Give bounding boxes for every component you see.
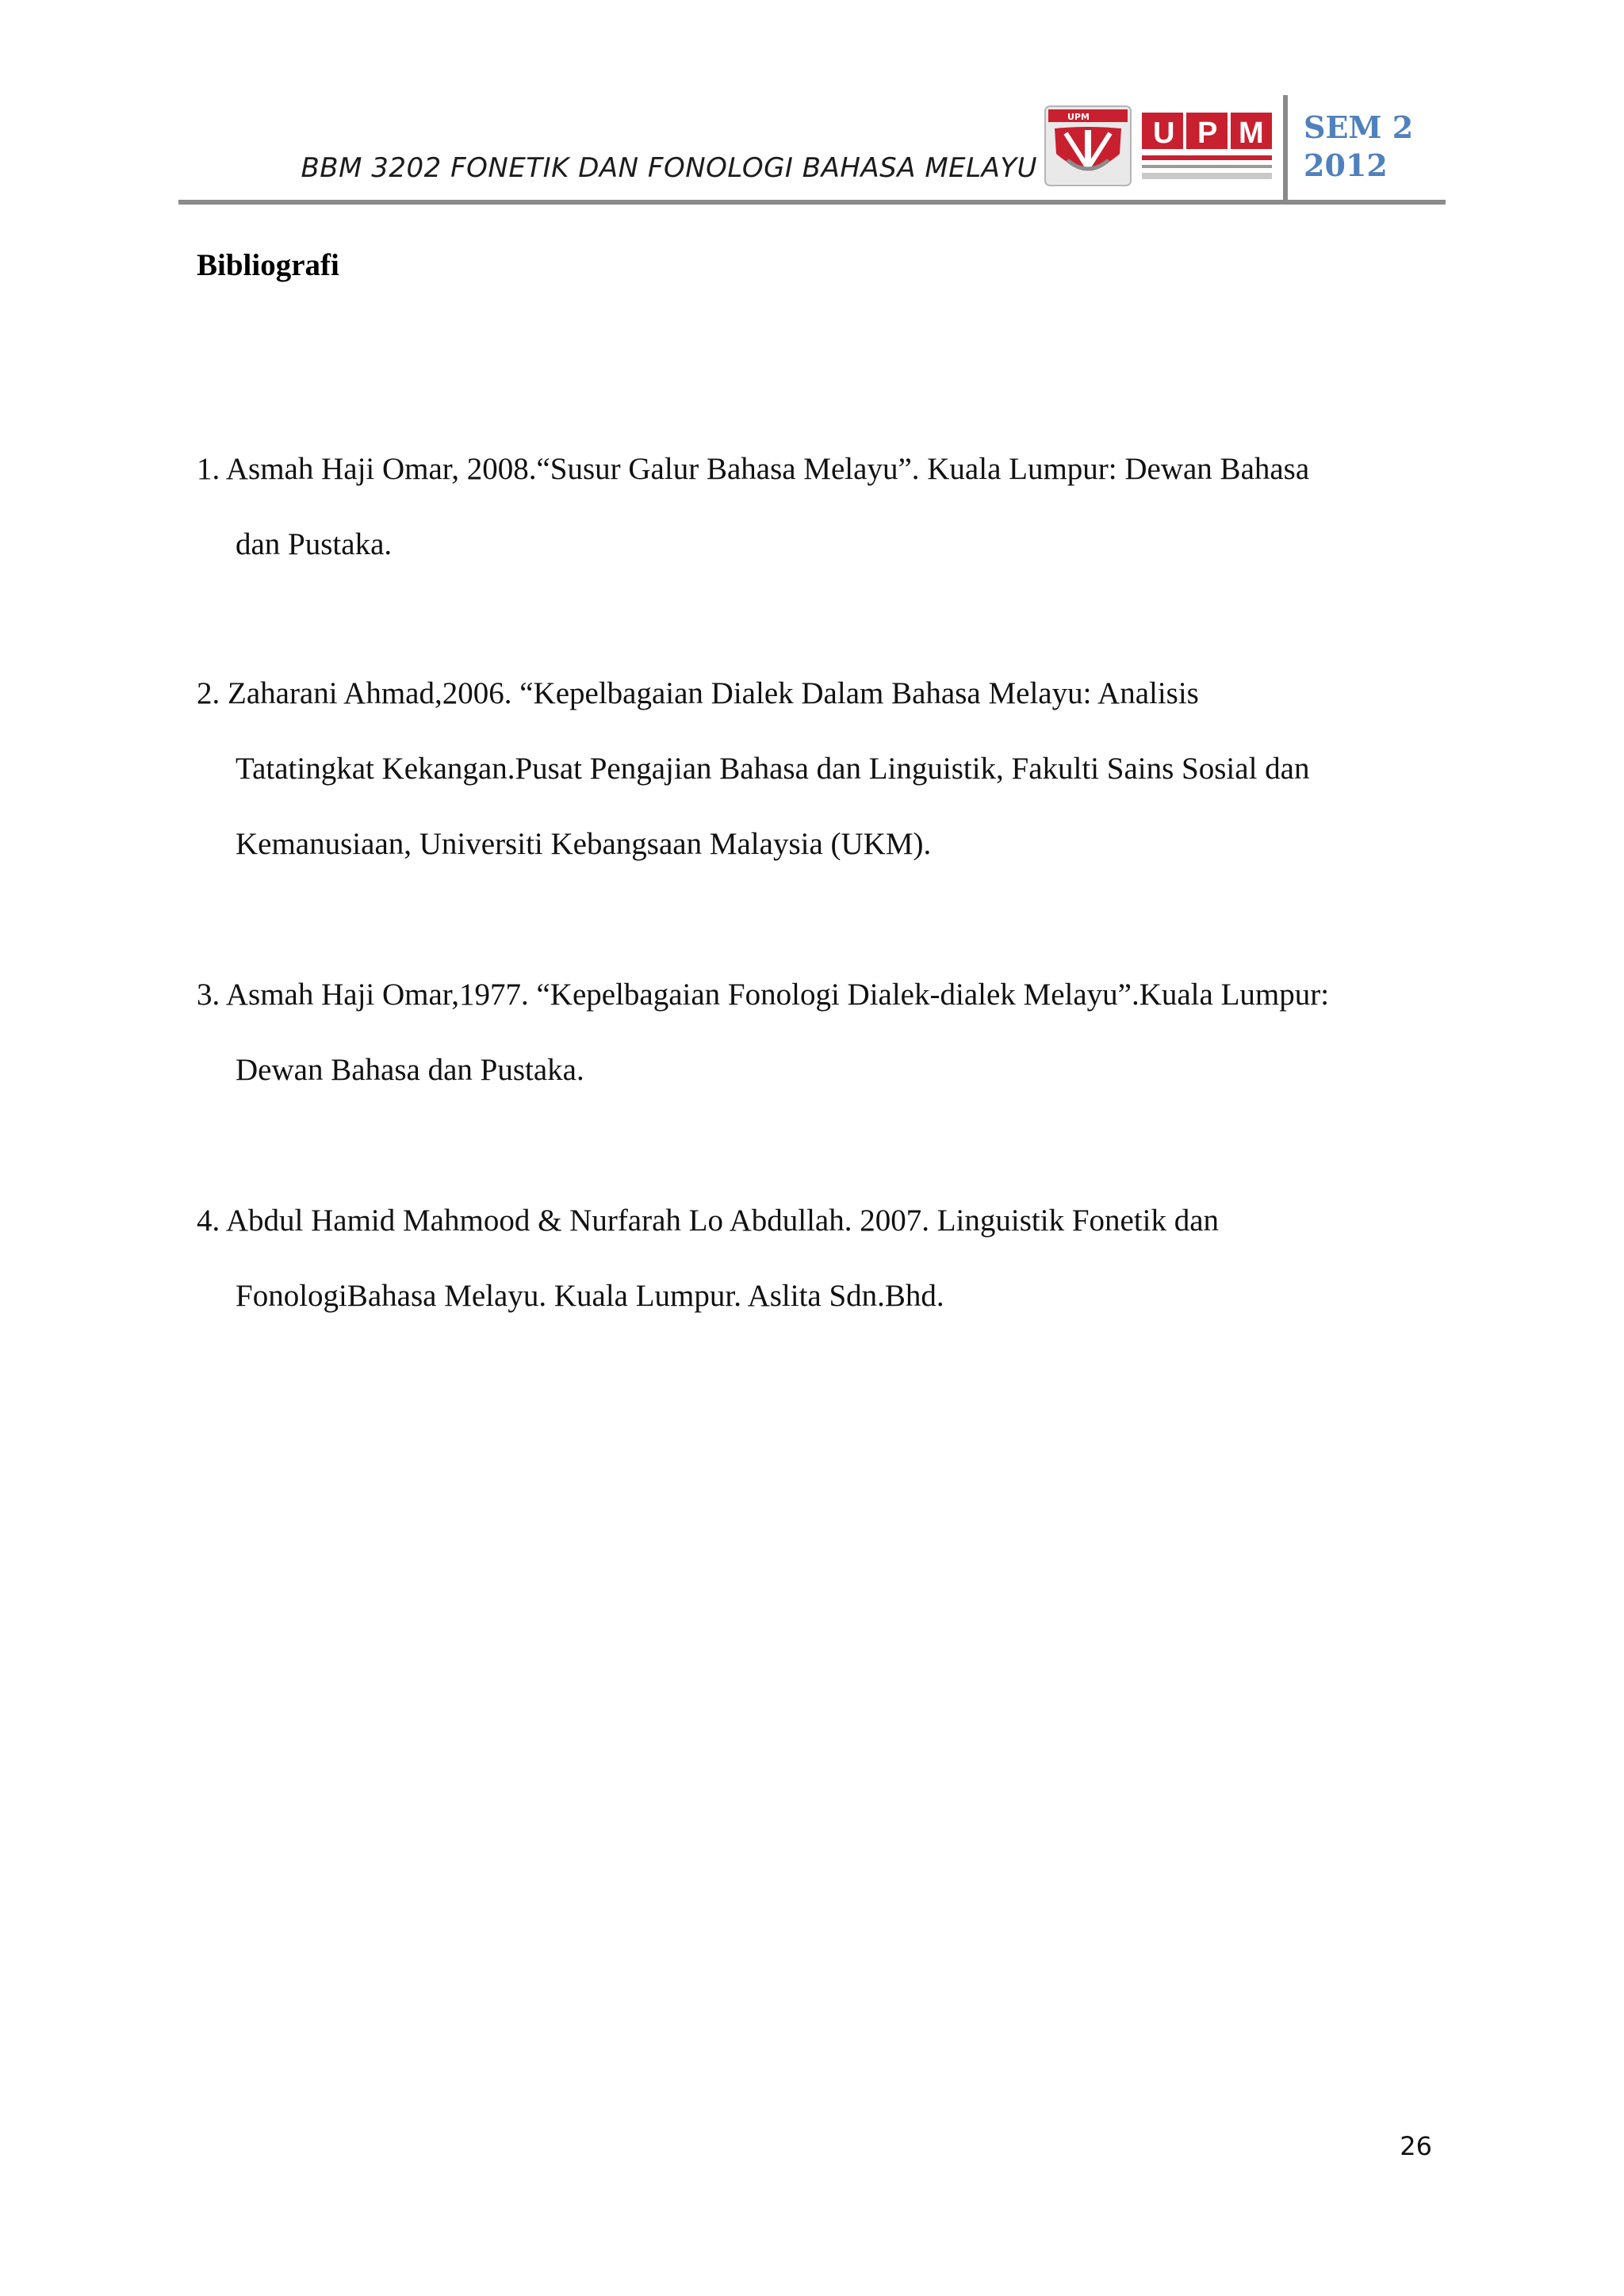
- logo-letter-p: P: [1197, 117, 1218, 150]
- upm-wordmark: [1142, 113, 1272, 179]
- reference-text: Dewan Bahasa dan Pustaka.: [236, 1053, 584, 1087]
- upm-logo: [1044, 105, 1275, 187]
- reference-first-line: [197, 957, 1434, 1032]
- reference-first-line: [197, 431, 1434, 507]
- page-number: 26: [1400, 2131, 1432, 2161]
- reference-text: Asmah Haji Omar, 2008.“Susur Galur Bahasa Melayu”. Kuala Lumpur: Dewan Bahasa: [225, 452, 1310, 486]
- reference-text: FonologiBahasa Melayu. Kuala Lumpur. Aslita Sdn.Bhd.: [236, 1279, 944, 1313]
- upm-crest-icon: [1045, 106, 1131, 186]
- bibliography-heading: Bibliografi: [197, 248, 339, 282]
- reference-item: [197, 957, 1434, 1108]
- semester-year: 2012: [1304, 147, 1388, 183]
- reference-text: Kemanusiaan, Universiti Kebangsaan Malaysia (UKM).: [236, 827, 932, 861]
- course-title: BBM 3202 FONETIK DAN FONOLOGI BAHASA MELAYU: [301, 152, 1037, 184]
- reference-text: Asmah Haji Omar,1977. “Kepelbagaian Fonologi Dialek-dialek Melayu”.Kuala Lumpur:: [225, 978, 1330, 1012]
- reference-number: 2.: [197, 676, 220, 710]
- reference-item: [197, 431, 1434, 582]
- reference-item: [197, 1183, 1434, 1334]
- reference-text: Zaharani Ahmad,2006. “Kepelbagaian Dialek Dalam Bahasa Melayu: Analisis: [228, 676, 1199, 710]
- semester-label: SEM 2: [1304, 109, 1414, 145]
- reference-number: 1.: [197, 452, 220, 486]
- reference-number: 4.: [197, 1203, 220, 1238]
- reference-text: Tatatingkat Kekangan.Pusat Pengajian Bahasa dan Linguistik, Fakulti Sains Sosial dan: [236, 752, 1310, 786]
- reference-item: [197, 656, 1434, 882]
- crest-text: UPM: [1067, 112, 1090, 122]
- header-divider: [178, 200, 1446, 205]
- reference-text: dan Pustaka.: [236, 527, 393, 561]
- reference-first-line: [197, 1183, 1434, 1258]
- logo-letter-u: U: [1153, 117, 1175, 150]
- logo-letter-m: M: [1239, 117, 1264, 150]
- reference-number: 3.: [197, 978, 220, 1012]
- reference-first-line: [197, 656, 1434, 731]
- header-vertical-divider: [1283, 95, 1288, 203]
- reference-text: Abdul Hamid Mahmood & Nurfarah Lo Abdullah. 2007. Linguistik Fonetik dan: [225, 1203, 1220, 1238]
